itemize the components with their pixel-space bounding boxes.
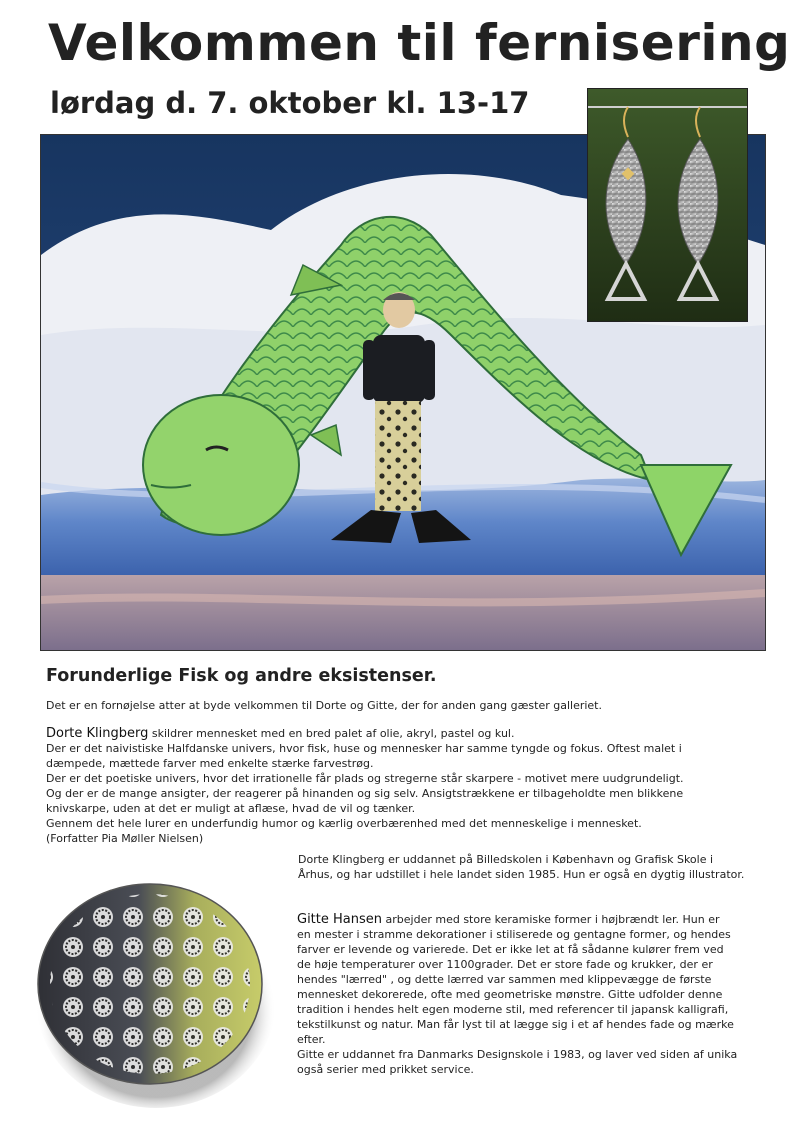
text-line: knivskarpe, uden at det er muligt at aflæse, hvad de vil og tænker. — [46, 802, 416, 815]
text-line: Århus, og har udstillet i hele landet siden 1985. Hun er også en dygtig illustrator. — [298, 868, 745, 881]
text-line: også serier med prikket service. — [297, 1063, 474, 1076]
earrings-image — [587, 88, 748, 322]
text-line: Gennem det hele lurer en underfundig humor og kærlig overbærenhed med det menneskelige i mennesket. — [46, 817, 642, 830]
dorte-education — [298, 852, 778, 882]
intro-text: Det er en fornøjelse atter at byde velkommen til Dorte og Gitte, der for anden gang gæster galleriet. — [46, 699, 602, 712]
event-date: lørdag d. 7. oktober kl. 13-17 — [50, 86, 530, 120]
text-line: dæmpede, mættede farver med enkelte stærke farvestrøg. — [46, 757, 374, 770]
text-line: Gitte Hansen arbejder med store keramiske former i højbrændt ler. Hun er — [297, 912, 720, 927]
text-line: (Forfatter Pia Møller Nielsen) — [46, 832, 204, 845]
text-line: farver er levende og varierede. Det er ikke let at få sådanne kulører frem ved — [297, 943, 724, 956]
section-heading: Forunderlige Fisk og andre eksistenser. — [46, 666, 437, 686]
text-line: Dorte Klingberg skildrer mennesket med en bred palet af olie, akryl, pastel og kul. — [46, 726, 515, 741]
text-line: Og der er de mange ansigter, der reagerer på hinanden og sig selv. Ansigtstrækkene er tilbageholdte men blikkene — [46, 787, 684, 800]
plate-image — [28, 872, 278, 1112]
artist-name: Gitte Hansen — [297, 912, 383, 927]
text-line: en mester i stramme dekorationer i stiliserede og gentagne former, og hendes — [297, 928, 731, 941]
text-line: mennesket dekorerede, ofte med geometriske mønstre. Gitte udfolder denne — [297, 988, 723, 1001]
text-line: de høje temperaturer over 1100grader. Det er store fade og krukker, der er — [297, 958, 713, 971]
text-line: Der er det naivistiske Halfdanske univers, hvor fisk, huse og mennesker har samme tyngde og fokus. Oftest malet i — [46, 742, 682, 755]
text-line: tradition i hendes helt egen moderne stil, med referencer til japansk kalligrafi, — [297, 1003, 729, 1016]
page-title: Velkommen til fernisering — [48, 14, 791, 72]
text-line: hendes "lærred" , og dette lærred var sammen med klippevægge de første — [297, 973, 712, 986]
text-line: Gitte er uddannet fra Danmarks Designskole i 1983, og laver ved siden af unika — [297, 1048, 738, 1061]
gitte-description — [297, 912, 777, 1077]
text-line: efter. — [297, 1033, 326, 1046]
dorte-description — [46, 726, 766, 846]
artist-name: Dorte Klingberg — [46, 726, 149, 741]
text-line: Der er det poetiske univers, hvor det irrationelle får plads og stregerne står skarpere - motivet mere uudgrundeligt. — [46, 772, 684, 785]
text-line: Dorte Klingberg er uddannet på Billedskolen i København og Grafisk Skole i — [298, 853, 714, 866]
text-line: tekstilkunst og natur. Man får lyst til at lægge sig i et af hendes fade og mærke — [297, 1018, 734, 1031]
